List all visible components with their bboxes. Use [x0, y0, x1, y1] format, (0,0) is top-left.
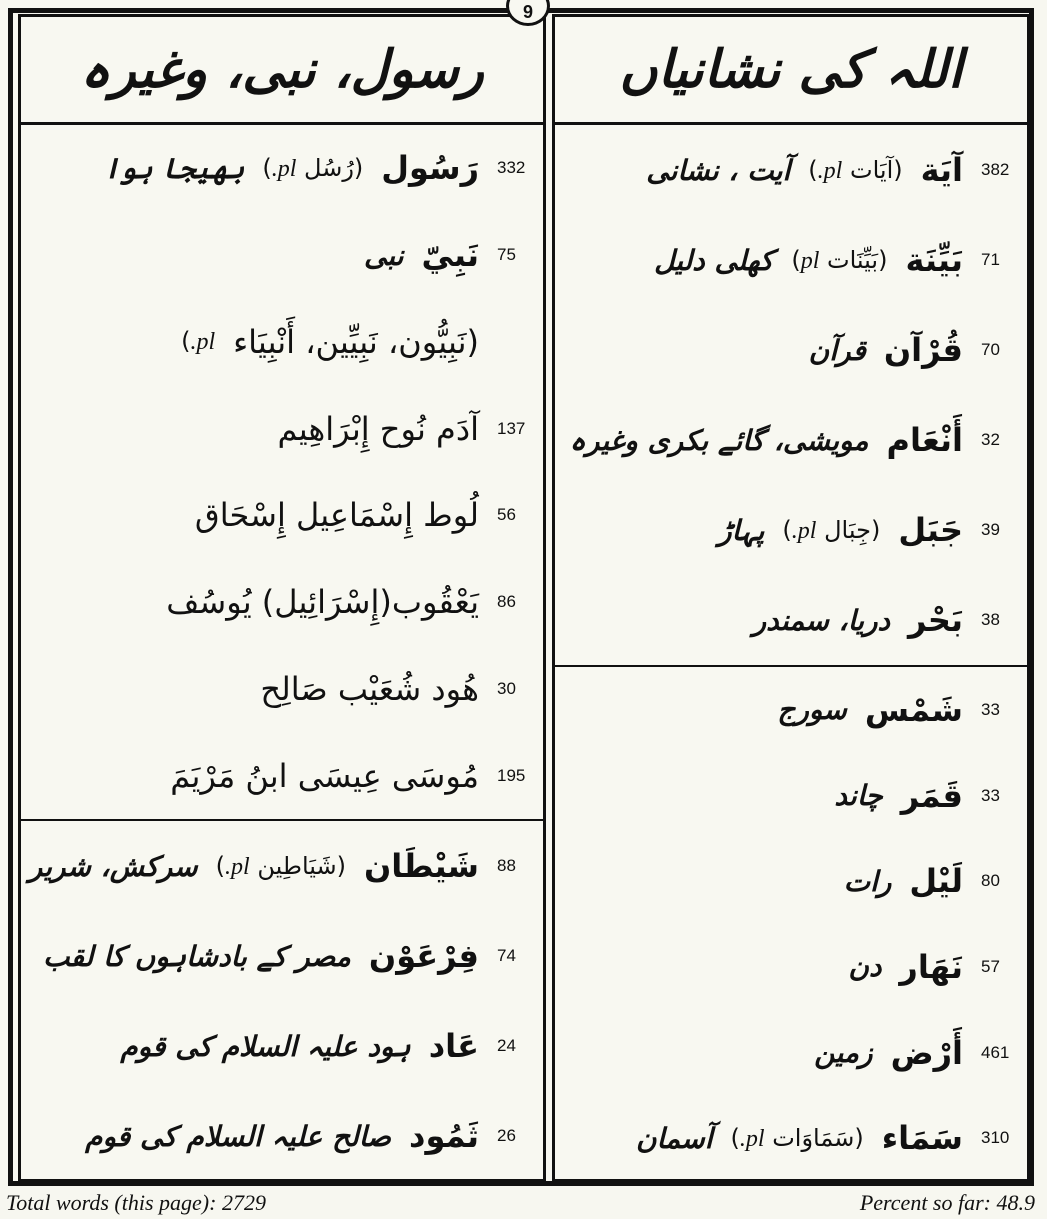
total-words: Total words (this page): 2729	[6, 1190, 266, 1215]
vocab-row	[555, 395, 1027, 485]
column-signs-of-allah	[552, 14, 1030, 1182]
percent-so-far: Percent so far: 48.9	[859, 1190, 1035, 1215]
plural-label: pl.	[190, 329, 216, 356]
vocab-row	[21, 732, 543, 819]
urdu-meaning: نبی	[363, 238, 404, 272]
plural-label: pl.	[739, 1125, 765, 1152]
word-frequency: 38	[981, 610, 1000, 629]
vocab-section	[555, 125, 1027, 665]
plural-label: pl.	[225, 853, 250, 880]
plural-form: (شَيَاطِين	[257, 851, 346, 880]
vocab-row	[21, 911, 543, 1001]
arabic-word: سَمَاء	[881, 1119, 963, 1158]
vocab-row	[555, 838, 1027, 924]
plural-note: (رُسُل pl.)	[262, 153, 364, 182]
arabic-word: بَحْر	[908, 601, 963, 639]
plural-label: pl	[800, 247, 820, 274]
plural-form: (آيَات	[849, 155, 903, 184]
arabic-words: هُود شُعَيْب صَالِح	[260, 669, 479, 708]
urdu-meaning: ہود علیہ السلام کی قوم	[120, 1029, 411, 1063]
urdu-meaning: سرکش، شریر	[28, 849, 198, 883]
urdu-meaning: قرآن	[808, 333, 866, 367]
word-frequency: 39	[981, 520, 1000, 539]
urdu-meaning: آیت ، نشانی	[646, 153, 791, 187]
vocab-row	[21, 472, 543, 559]
plural-note: pl.)	[181, 327, 216, 356]
vocab-row	[555, 485, 1027, 575]
plural-label: pl.	[271, 155, 297, 182]
urdu-meaning: صالح علیہ السلام کی قوم	[85, 1119, 392, 1153]
arabic-word: لَيْل	[909, 862, 963, 901]
urdu-meaning: دن	[848, 950, 882, 984]
vocab-row	[21, 212, 543, 299]
plural-form: (بَيِّنَات	[827, 245, 888, 274]
plural-note: (سَمَاوَات pl.)	[730, 1123, 864, 1152]
vocab-row	[21, 821, 543, 911]
column-messengers-prophets	[18, 14, 546, 1182]
word-frequency: 56	[497, 505, 516, 525]
urdu-meaning: سورج	[777, 693, 847, 727]
arabic-word: بَيِّنَة	[905, 241, 963, 279]
vocab-row	[555, 125, 1027, 215]
arabic-words: مُوسَى عِيسَى ابنُ مَرْيَمَ	[170, 756, 479, 795]
vocab-row	[21, 646, 543, 733]
word-frequency: 80	[981, 871, 1000, 891]
plural-note: (بَيِّنَات pl)	[791, 245, 888, 274]
vocab-row	[555, 667, 1027, 753]
urdu-meaning: چاند	[834, 779, 883, 812]
word-frequency: 70	[981, 340, 1000, 359]
arabic-word: نَهَار	[899, 947, 963, 986]
arabic-word: قُرْآن	[883, 331, 963, 369]
urdu-meaning: کھلی دلیل	[654, 243, 774, 277]
column-title: اللہ کی نشانیاں	[555, 17, 1027, 125]
vocab-section	[555, 665, 1027, 1181]
word-frequency: 75	[497, 245, 516, 265]
vocab-row	[555, 575, 1027, 665]
arabic-word: آيَة	[920, 151, 963, 189]
plural-note: (آيَات pl.)	[808, 155, 903, 184]
urdu-meaning: مصر کے بادشاہوں کا لقب	[43, 939, 351, 973]
urdu-meaning: مویشی، گائے بکری وغیرہ	[569, 423, 869, 457]
vocab-section	[21, 125, 543, 819]
plural-label: pl.	[791, 517, 817, 544]
vocab-row	[555, 924, 1027, 1010]
vocab-row	[21, 559, 543, 646]
plural-note: (جِبَال pl.)	[782, 515, 881, 544]
word-frequency: 88	[497, 856, 516, 875]
word-frequency: 57	[981, 956, 1000, 976]
word-frequency: 26	[497, 1126, 516, 1145]
page-number: 9	[506, 0, 550, 26]
vocab-row	[21, 1001, 543, 1091]
word-frequency: 137	[497, 418, 526, 438]
word-frequency: 33	[981, 699, 1000, 719]
vocab-row	[555, 753, 1027, 839]
plural-form: (جِبَال	[824, 515, 881, 544]
plural-form: (رُسُل	[304, 153, 364, 182]
vocab-row	[21, 385, 543, 472]
word-frequency: 195	[497, 765, 526, 785]
word-frequency: 86	[497, 592, 516, 612]
column-title: رسول، نبی، وغیرہ	[21, 17, 543, 125]
arabic-word: شَيْطَان	[363, 847, 479, 885]
urdu-meaning: پہاڑ	[718, 513, 765, 547]
word-frequency: 32	[981, 430, 1000, 449]
urdu-meaning: دریا، سمندر	[752, 603, 891, 637]
vocab-row	[21, 125, 543, 212]
vocab-row	[555, 215, 1027, 305]
word-frequency: 71	[981, 250, 1000, 269]
arabic-words: لُوط إِسْمَاعِيل إِسْحَاق	[194, 496, 479, 535]
vocab-row	[555, 1010, 1027, 1096]
arabic-word: شَمْس	[864, 690, 963, 729]
word-frequency: 74	[497, 946, 516, 965]
arabic-word: قَمَر	[900, 776, 963, 815]
vocab-row	[555, 305, 1027, 395]
word-frequency: 382	[981, 160, 1010, 179]
arabic-words: آدَم نُوح إِبْرَاهِيم	[277, 409, 479, 448]
urdu-meaning: آسمان	[635, 1121, 713, 1155]
arabic-word: جَبَل	[898, 511, 963, 549]
arabic-word: نَبِيّ	[421, 236, 479, 275]
vocab-row	[21, 1091, 543, 1181]
arabic-word: أَرْض	[890, 1033, 963, 1072]
arabic-word: أَنْعَام	[886, 421, 963, 459]
urdu-meaning: بھیجا ہوا	[103, 151, 245, 185]
arabic-word: رَسُول	[381, 149, 479, 188]
arabic-word: ثَمُود	[409, 1117, 479, 1155]
vocab-section	[21, 819, 543, 1181]
word-frequency: 332	[497, 158, 526, 178]
arabic-word: فِرْعَوْن	[368, 937, 479, 975]
word-frequency: 30	[497, 678, 516, 698]
word-frequency: 33	[981, 785, 1000, 805]
word-frequency: 310	[981, 1128, 1010, 1148]
arabic-words: يَعْقُوب(إِسْرَائِيل) يُوسُف	[166, 583, 479, 622]
arabic-words: (نَبِيُّون، نَبِيِّين، أَنْبِيَاء	[233, 322, 479, 361]
plural-note: (شَيَاطِين pl.)	[215, 851, 346, 880]
urdu-meaning: زمین	[814, 1036, 873, 1070]
plural-label: pl.	[817, 157, 843, 184]
vocab-row	[21, 299, 543, 386]
vocab-row	[555, 1095, 1027, 1181]
word-frequency: 461	[981, 1042, 1010, 1062]
word-frequency: 24	[497, 1036, 516, 1055]
urdu-meaning: رات	[843, 864, 892, 898]
plural-form: (سَمَاوَات	[772, 1123, 864, 1152]
arabic-word: عَاد	[428, 1027, 479, 1065]
